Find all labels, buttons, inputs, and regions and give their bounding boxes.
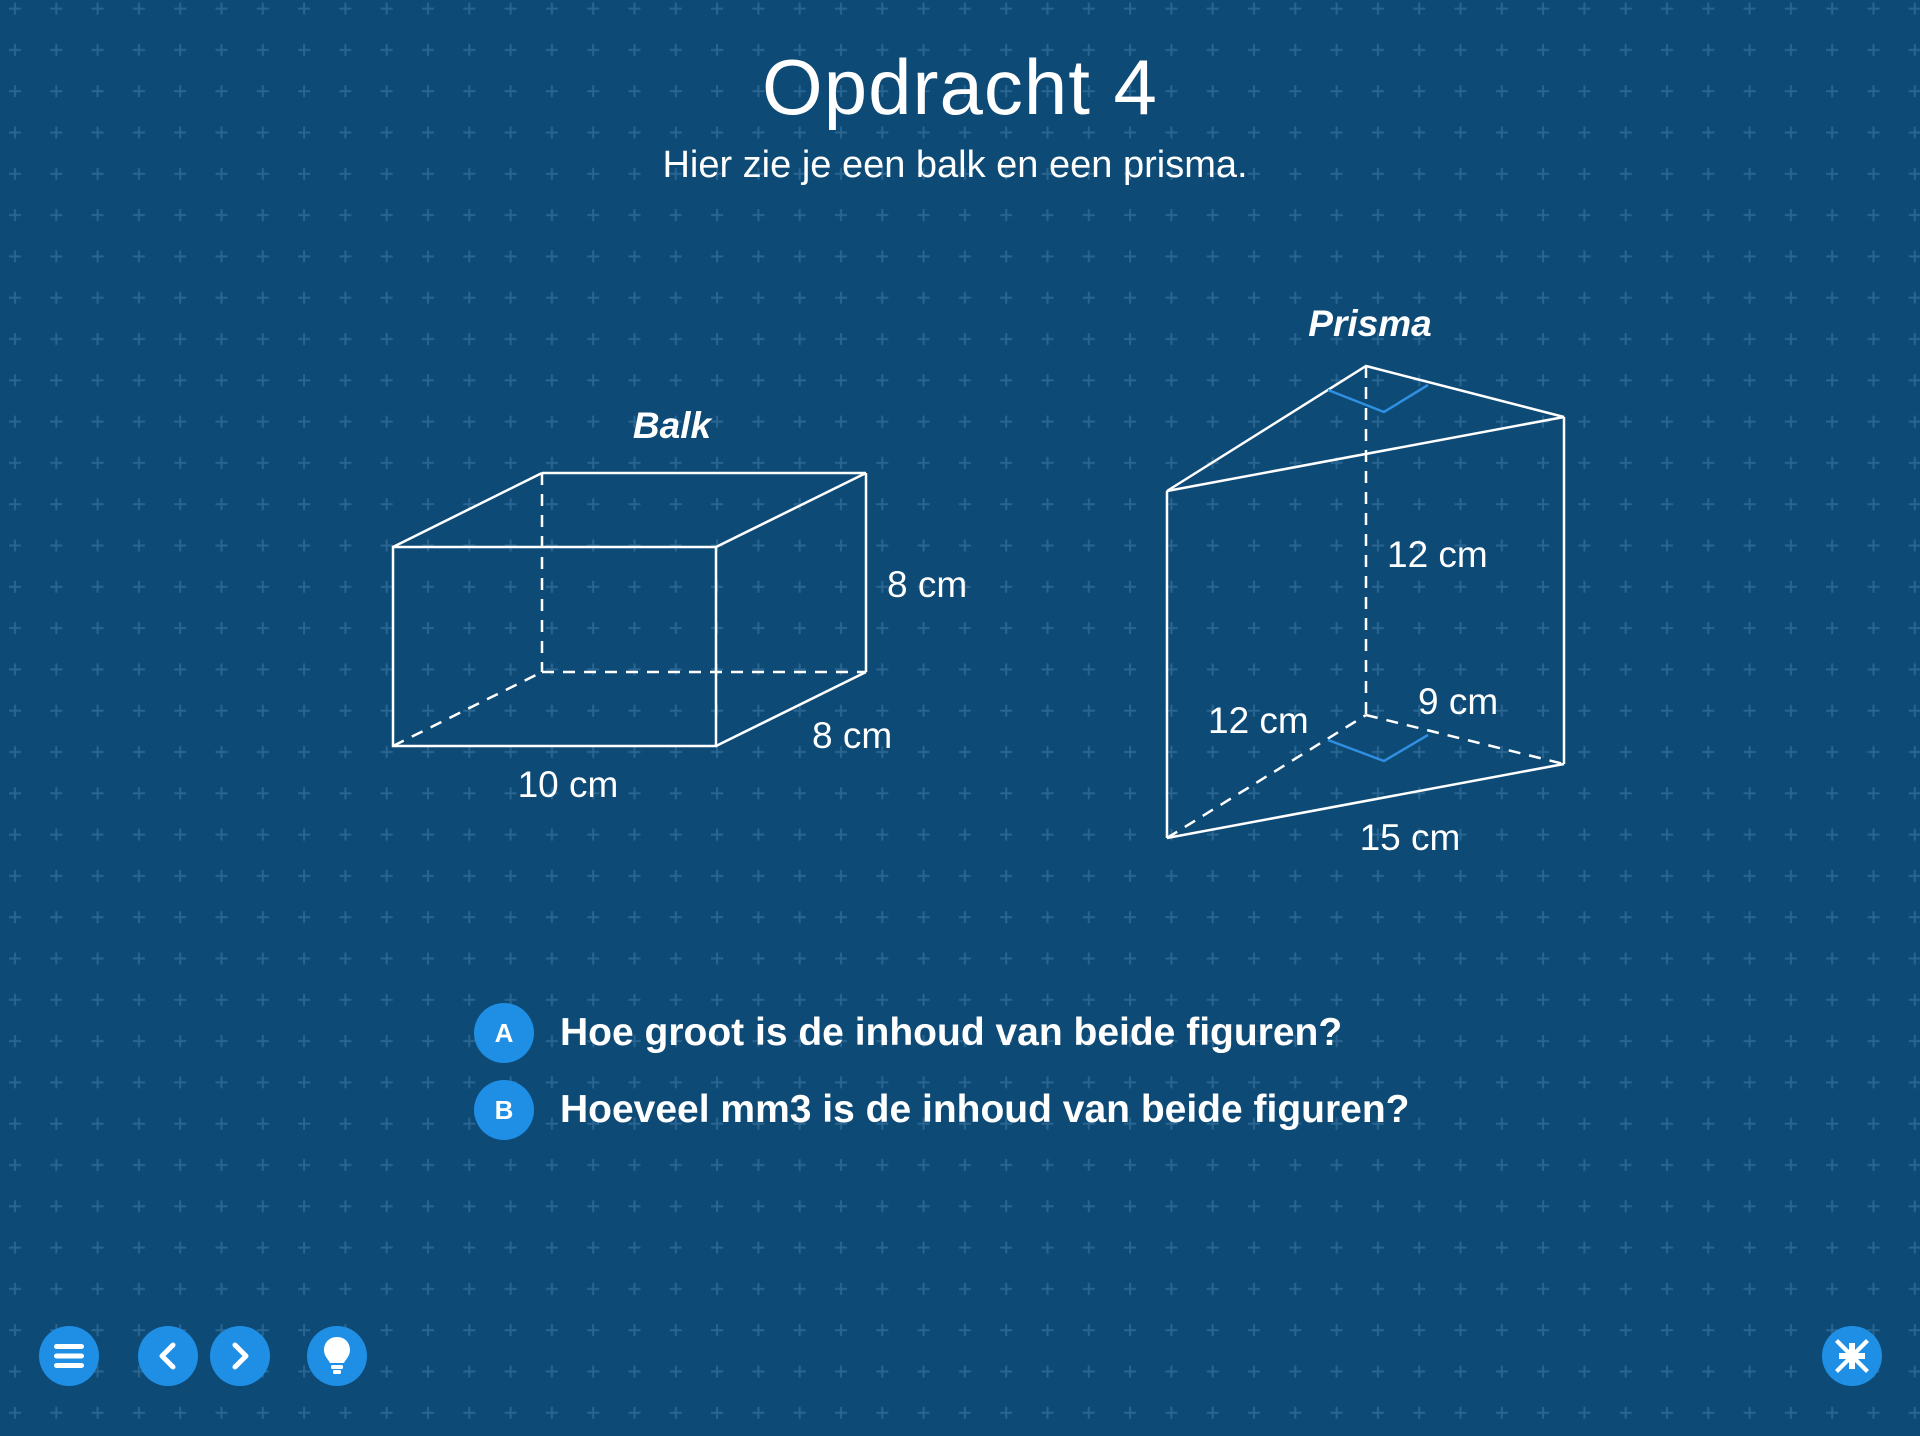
collapse-icon [1834, 1338, 1870, 1374]
balk-height-label: 8 cm [887, 564, 968, 605]
next-button[interactable] [210, 1326, 270, 1386]
prisma-label: Prisma [1308, 303, 1432, 344]
chevron-left-icon [157, 1342, 179, 1370]
collapse-button[interactable] [1822, 1326, 1882, 1386]
balk-top-right-edge [716, 473, 866, 547]
question-a-badge: A [474, 1003, 534, 1063]
hint-button[interactable] [307, 1326, 367, 1386]
balk-hidden-left-bottom [393, 672, 542, 746]
menu-icon [54, 1343, 84, 1369]
right-angle-marker-bottom [1328, 735, 1428, 761]
question-b-badge: B [474, 1080, 534, 1140]
question-b-text: Hoeveel mm3 is de inhoud van beide figuren? [560, 1088, 1410, 1131]
question-a [474, 1002, 1410, 1064]
balk-label: Balk [632, 405, 712, 446]
question-b [474, 1079, 1410, 1141]
lightbulb-icon [323, 1336, 351, 1376]
chevron-right-icon [229, 1342, 251, 1370]
question-a-text: Hoe groot is de inhoud van beide figuren? [560, 1011, 1343, 1054]
prisma-figure [1167, 366, 1564, 838]
balk-front-face [393, 547, 716, 746]
prisma-front-base-label: 15 cm [1359, 817, 1461, 858]
prisma-height-label: 12 cm [1387, 534, 1488, 575]
page-title: Opdracht 4 [762, 43, 1158, 131]
prisma-right-base-label: 9 cm [1418, 681, 1499, 722]
right-angle-marker-top [1328, 385, 1428, 412]
prisma-left-base-label: 12 cm [1208, 700, 1309, 741]
prisma-hidden-right-base [1366, 715, 1564, 764]
previous-button[interactable] [138, 1326, 198, 1386]
page-subtitle: Hier zie je een balk en een prisma. [662, 144, 1248, 186]
menu-button[interactable] [39, 1326, 99, 1386]
balk-width-label: 10 cm [517, 764, 619, 805]
question-list [474, 1002, 1410, 1156]
balk-figure [393, 473, 866, 746]
balk-depth-label: 8 cm [812, 715, 893, 756]
balk-top-left-edge [393, 473, 542, 547]
